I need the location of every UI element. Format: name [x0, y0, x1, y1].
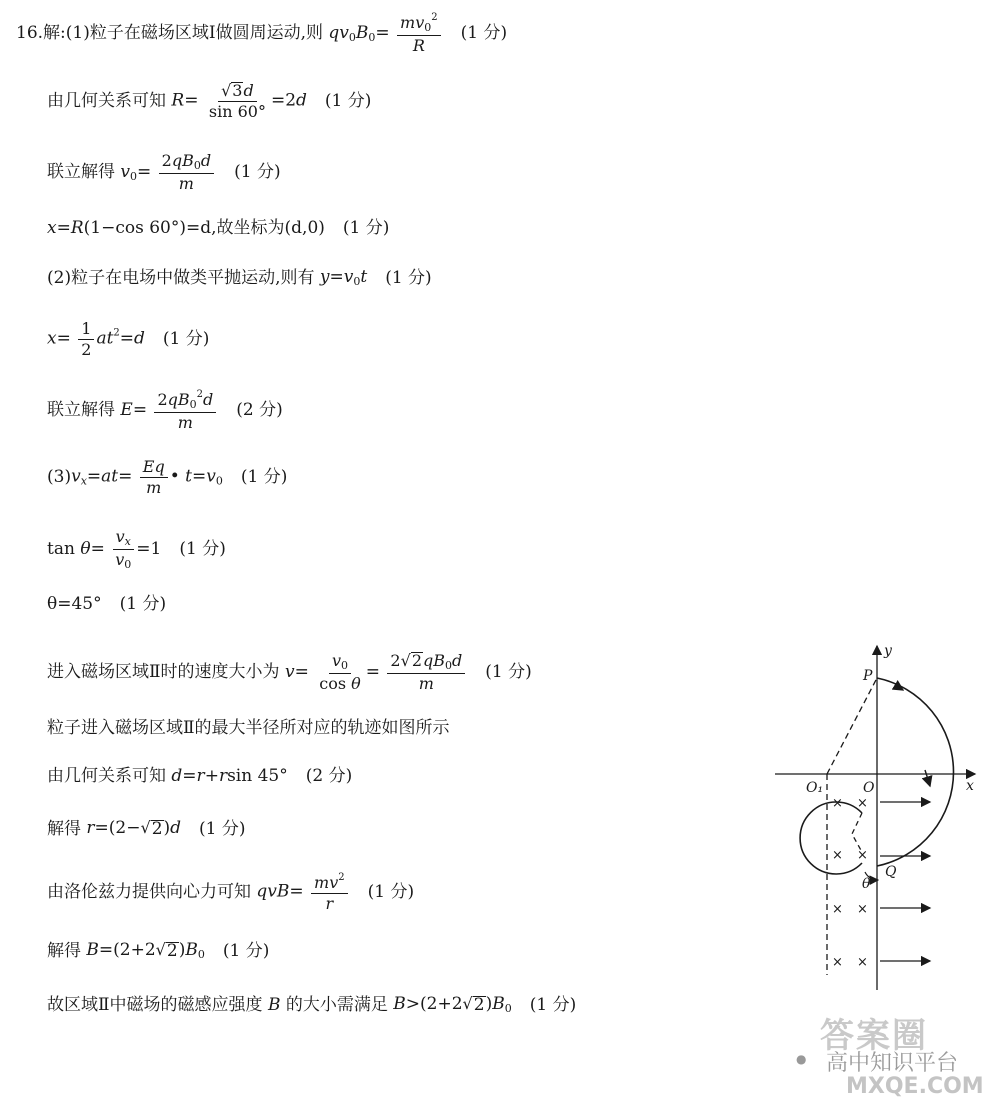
- solution-line-13: [47, 768, 352, 785]
- wechat-icon: ●: [796, 1052, 807, 1066]
- line-2-text: 由几何关系可知: [47, 90, 166, 111]
- watermark-platform: 高中知识平台: [826, 1051, 959, 1076]
- watermark-url: MXQE.COM: [846, 1074, 984, 1099]
- solution-line-8: [47, 458, 287, 496]
- score-9: (1 分): [179, 539, 226, 560]
- formula-11: v= $\frac{v_0}{\text{cos θ}}$ = 2 √ 2 $qB_0d$ m: [280, 652, 468, 693]
- b-field-cross: ×: [857, 902, 868, 917]
- solution-line-11: [47, 652, 532, 693]
- solution-line-9: [47, 528, 226, 571]
- watermark-logo: 答案圈: [820, 1016, 928, 1056]
- line-11-text: 进入磁场区域Ⅱ时的速度大小为: [47, 661, 280, 682]
- b-field-cross: ×: [857, 848, 868, 863]
- line-4-text: =d,故坐标为(d,0): [186, 218, 325, 238]
- score-16: (1 分): [222, 940, 270, 961]
- b-field-cross: ×: [832, 902, 843, 917]
- formula-9: tan θ= $\frac{v_x}{v_0}$ =1: [47, 527, 162, 572]
- formula-1: $qv_0B_0=$ $\frac{mv_0^2}{R}$: [323, 12, 443, 55]
- line-7-text: 联立解得: [47, 399, 115, 420]
- score-15: (1 分): [367, 881, 415, 902]
- score-13: (2 分): [305, 766, 353, 786]
- arc-arrow-head: [925, 770, 930, 786]
- formula-14: r=(2− √ 2 )d: [86, 818, 182, 839]
- line-3-text: 联立解得: [47, 161, 115, 182]
- line-16-text: 解得: [47, 940, 81, 961]
- formula-6: x= $\frac{1}{2}$ $at^2=d$: [47, 319, 145, 359]
- label-y: y: [884, 643, 892, 659]
- label-p: P: [863, 668, 873, 684]
- formula-2: R= √ 3 d sin 60° =2d: [171, 81, 307, 121]
- radius-dashed-lines: [852, 813, 862, 852]
- score-8: (1 分): [240, 466, 288, 487]
- formula-8: $v_x=at=$ $\frac{Eq}{m}$ • $t=v_0$: [71, 457, 223, 497]
- score-17: (1 分): [529, 994, 577, 1015]
- score-4: (1 分): [342, 218, 390, 238]
- line-17-text: 故区域Ⅱ中磁场的磁感应强度: [47, 994, 263, 1015]
- b-field-cross: ×: [832, 955, 843, 970]
- solution-line-14: [47, 820, 246, 839]
- b-field-cross: ×: [832, 848, 843, 863]
- solution-line-16: [47, 942, 269, 961]
- solution-line-12: [47, 720, 450, 737]
- solution-line-1: [16, 12, 507, 55]
- line-14-text: 解得: [47, 818, 81, 839]
- b-field-cross: ×: [857, 955, 868, 970]
- line-5-text: (2)粒子在电场中做类平抛运动,则有: [47, 267, 315, 288]
- trajectory-arc-region-1: [877, 678, 954, 866]
- line-13-text: 由几何关系可知: [47, 766, 166, 786]
- question-number: 16.: [16, 22, 44, 43]
- solution-line-15: [47, 872, 414, 912]
- solution-line-4: [47, 220, 389, 237]
- line-8-text: (3): [47, 466, 72, 487]
- formula-7: E= $\frac{2qB_0^2d}{m}$: [115, 389, 218, 432]
- score-1: (1 分): [460, 22, 508, 43]
- label-theta: θ: [862, 876, 871, 892]
- score-5: (1 分): [385, 267, 432, 288]
- solution-line-6: [47, 320, 209, 358]
- radius-o1-p: [827, 678, 877, 774]
- line-12-text: 粒子进入磁场区域Ⅱ的最大半径所对应的轨迹如图所示: [47, 718, 450, 738]
- formula-17b: B>(2+2 √ 2 )$B_0$: [393, 994, 512, 1015]
- formula-16: B=(2+2 √ 2 )$B_0$: [86, 940, 205, 961]
- formula-15: qvB= $\frac{mv^2}{r}$: [251, 872, 350, 912]
- label-x: x: [966, 778, 974, 794]
- b-field-cross: ×: [832, 796, 843, 811]
- formula-17a: B: [267, 994, 281, 1015]
- trajectory-circle-region-2: [800, 802, 862, 874]
- b-field-cross: ×: [857, 796, 868, 811]
- score-3: (1 分): [234, 161, 281, 182]
- formula-10: θ=45°: [47, 594, 102, 614]
- score-10: (1 分): [119, 594, 167, 614]
- solution-line-5: [47, 269, 432, 287]
- trajectory-diagram: [770, 640, 990, 1000]
- score-6: (1 分): [162, 328, 210, 349]
- line-17-mid: 的大小需满足: [285, 994, 388, 1015]
- solution-line-7: [47, 389, 283, 432]
- formula-3: $v_0=$ $\frac{2qB_0d}{m}$: [115, 152, 216, 193]
- label-o: O: [863, 780, 875, 796]
- label-q: Q: [885, 864, 897, 880]
- line-1-text: 解:(1)粒子在磁场区域Ⅰ做圆周运动,则: [43, 22, 323, 43]
- solution-line-3: [47, 152, 281, 193]
- line-15-text: 由洛伦兹力提供向心力可知: [47, 881, 251, 902]
- solution-line-17: [47, 996, 576, 1015]
- formula-13: d=r+rsin 45°: [171, 766, 288, 786]
- formula-5: $y=v_0t$: [319, 267, 368, 288]
- score-7: (2 分): [236, 399, 283, 420]
- solution-line-2: [47, 82, 371, 120]
- score-14: (1 分): [199, 818, 246, 839]
- score-2: (1 分): [324, 90, 372, 111]
- label-o1: O₁: [806, 780, 824, 796]
- formula-4: x=R(1−cos 60°): [47, 218, 186, 238]
- solution-line-10: [47, 596, 166, 613]
- score-11: (1 分): [485, 661, 532, 682]
